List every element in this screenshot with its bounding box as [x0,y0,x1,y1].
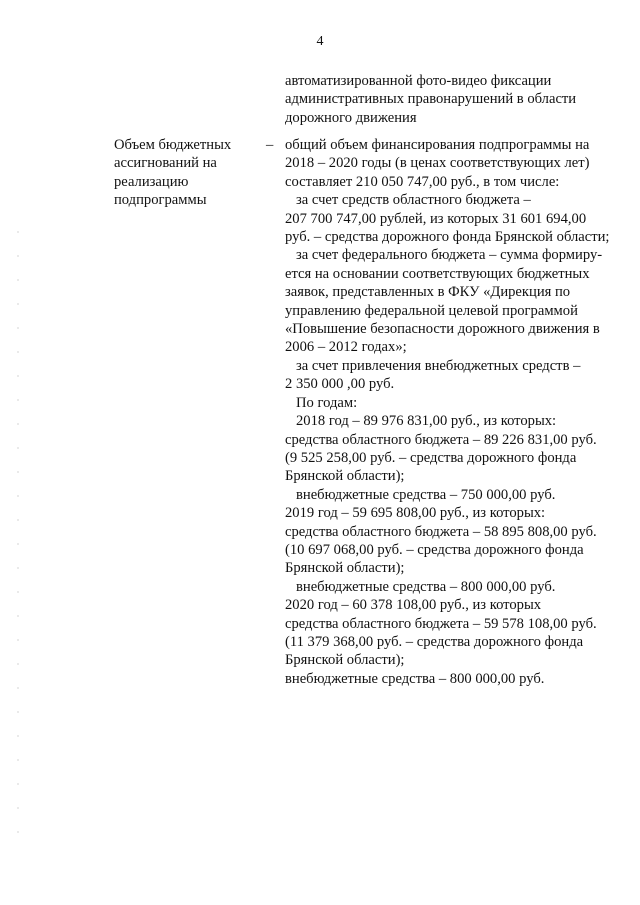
body-line: составляет 210 050 747,00 руб., в том числе: [285,173,560,190]
body-line: (9 525 258,00 руб. – средства дорожного фонда [285,449,577,466]
section-dash: – [266,137,274,153]
body-line: По годам: [296,394,358,411]
label-line: подпрограммы [114,192,207,209]
continuation-line: автоматизированной фото-видео фиксации [285,73,552,89]
body-line: ется на основании соответствующих бюджетных [285,265,590,282]
body-line: «Повышение безопасности дорожного движения в [285,321,600,338]
continuation-line: административных правонарушений в области [285,91,577,108]
body-line: 2019 год – 59 695 808,00 руб., из которых: [285,505,546,522]
body-line: 207 700 747,00 рублей, из которых 31 601 694,00 [285,210,587,227]
body-line: внебюджетные средства – 800 000,00 руб. [296,578,556,595]
body-line: (11 379 368,00 руб. – средства дорожного фонда [285,633,584,650]
page-number: 4 [316,34,324,49]
body-line: заявок, представленных в ФКУ «Дирекция по [285,284,571,301]
body-line: 2006 – 2012 годах»; [285,339,407,356]
body-line: руб. – средства дорожного фонда Брянской области; [285,229,610,246]
body-line: 2018 – 2020 годы (в ценах соответствующих лет) [285,155,590,172]
label-line: Объем бюджетных [114,137,232,153]
body-line: за счет средств областного бюджета – [296,192,531,209]
continuation-text [285,72,615,127]
body-line: внебюджетные средства – 750 000,00 руб. [296,486,556,503]
body-line: средства областного бюджета – 89 226 831,00 руб. [285,431,597,448]
body-line: Брянской области); [285,652,405,669]
body-line: 2 350 000 ,00 руб. [285,376,395,393]
scan-margin-marks [17,220,19,840]
body-line: за счет привлечения внебюджетных средств – [296,357,581,374]
body-line: средства областного бюджета – 58 895 808,00 руб. [285,523,597,540]
body-line: Брянской области); [285,560,405,577]
body-line: за счет федерального бюджета – сумма формиру- [296,247,603,264]
body-line: Брянской области); [285,468,405,485]
label-line: ассигнований на [114,155,217,172]
body-line: 2018 год – 89 976 831,00 руб., из которых: [296,413,557,430]
label-line: реализацию [114,173,189,190]
section-body [285,136,615,688]
body-line: общий объем финансирования подпрограммы на [285,137,590,153]
continuation-line: дорожного движения [285,109,417,126]
body-line: внебюджетные средства – 800 000,00 руб. [285,670,545,687]
body-line: 2020 год – 60 378 108,00 руб., из которых [285,597,542,614]
body-line: средства областного бюджета – 59 578 108,00 руб. [285,615,597,632]
body-line: управлению федеральной целевой программой [285,302,578,319]
body-line: (10 697 068,00 руб. – средства дорожного фонда [285,541,584,558]
section-label [114,136,264,210]
